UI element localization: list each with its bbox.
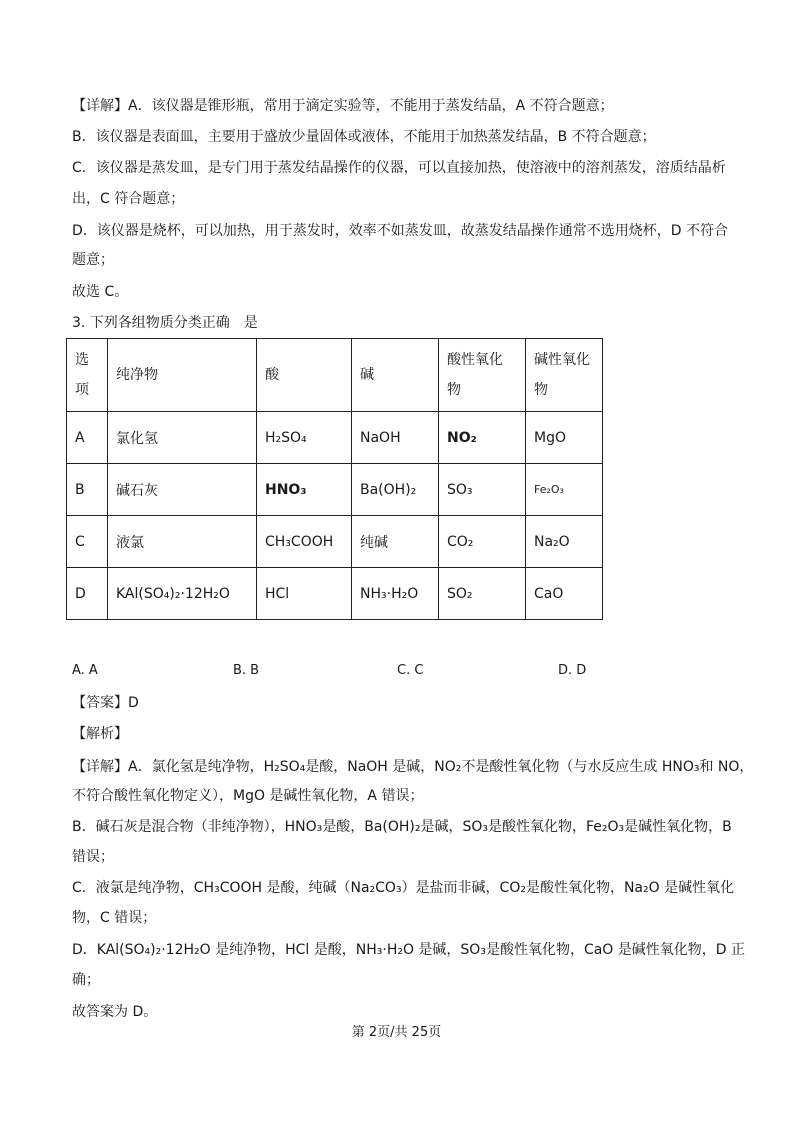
cell-basic-oxide: Na₂O — [526, 516, 603, 568]
cell-acidic-oxide: NO₂ — [439, 412, 526, 464]
cell-pure: 氯化氢 — [108, 412, 257, 464]
detail-line-1: 【详解】A．氯化氢是纯净物，H₂SO₄是酸，NaOH 是碱，NO₂不是酸性氧化物（与水反应生成 HNO₃和 NO， — [72, 759, 754, 775]
header-basic-oxide: 碱性氧化 物 — [526, 339, 603, 412]
table-row — [67, 568, 603, 620]
prev-detail-line-5: D．该仪器是烧杯，可以加热，用于蒸发时，效率不如蒸发皿，故蒸发结晶操作通常不选用烧杯，D 不符合 — [72, 223, 729, 239]
header-acidic-oxide: 酸性氧化 物 — [439, 339, 526, 412]
prev-detail-line-4: 出，C 符合题意； — [72, 191, 185, 207]
header-acid: 酸 — [257, 339, 352, 412]
cell-acid: HCl — [257, 568, 352, 620]
prev-detail-line-3: C．该仪器是蒸发皿，是专门用于蒸发结晶操作的仪器，可以直接加热，使溶液中的溶剂蒸发，溶质结晶析 — [72, 160, 726, 176]
option-b: B. B — [233, 663, 260, 678]
header-option: 选 项 — [67, 339, 108, 412]
prev-detail-line-1: 【详解】A．该仪器是锥形瓶，常用于滴定实验等，不能用于蒸发结晶，A 不符合题意； — [72, 98, 614, 114]
detail-line-4: 错误； — [72, 849, 114, 865]
cell-acid: H₂SO₄ — [257, 412, 352, 464]
cell-option: D — [67, 568, 108, 620]
table-row — [67, 516, 603, 568]
question-stem: 3. 下列各组物质分类正确 是 — [72, 315, 258, 331]
analysis-label: 【解析】 — [72, 726, 128, 742]
table-row — [67, 464, 603, 516]
cell-base: NH₃·H₂O — [352, 568, 439, 620]
detail-line-7: D．KAl(SO₄)₂·12H₂O 是纯净物，HCl 是酸，NH₃·H₂O 是碱，SO₃是酸性氧化物，CaO 是碱性氧化物，D 正 — [72, 942, 745, 958]
cell-base: 纯碱 — [352, 516, 439, 568]
prev-detail-line-7: 故选 C。 — [72, 284, 129, 300]
detail-line-2: 不符合酸性氧化物定义），MgO 是碱性氧化物，A 错误； — [72, 788, 424, 804]
detail-line-3: B．碱石灰是混合物（非纯净物），HNO₃是酸，Ba(OH)₂是碱，SO₃是酸性氧化物，Fe₂O₃是碱性氧化物，B — [72, 819, 732, 835]
cell-option: A — [67, 412, 108, 464]
detail-line-9: 故答案为 D。 — [72, 1004, 158, 1020]
page-footer: 第 2页/共 25页 — [351, 1025, 442, 1040]
option-d: D. D — [558, 663, 587, 678]
cell-basic-oxide: Fe₂O₃ — [526, 464, 603, 516]
answer-options — [72, 663, 632, 683]
classification-table — [66, 338, 603, 620]
table-header-row — [67, 339, 603, 412]
cell-option: B — [67, 464, 108, 516]
answer: 【答案】D — [72, 695, 139, 711]
cell-pure: 液氯 — [108, 516, 257, 568]
cell-acidic-oxide: SO₃ — [439, 464, 526, 516]
cell-acidic-oxide: CO₂ — [439, 516, 526, 568]
cell-acid: HNO₃ — [257, 464, 352, 516]
cell-basic-oxide: MgO — [526, 412, 603, 464]
detail-line-6: 物，C 错误； — [72, 910, 157, 926]
prev-detail-line-2: B．该仪器是表面皿，主要用于盛放少量固体或液体，不能用于加热蒸发结晶，B 不符合题意； — [72, 129, 656, 145]
option-c: C. C — [397, 663, 424, 678]
option-a: A. A — [72, 663, 98, 678]
header-pure-substance: 纯净物 — [108, 339, 257, 412]
cell-base: Ba(OH)₂ — [352, 464, 439, 516]
detail-line-8: 确； — [72, 972, 100, 988]
cell-basic-oxide: CaO — [526, 568, 603, 620]
table-row — [67, 412, 603, 464]
cell-option: C — [67, 516, 108, 568]
cell-acid: CH₃COOH — [257, 516, 352, 568]
cell-pure: KAl(SO₄)₂·12H₂O — [108, 568, 257, 620]
cell-base: NaOH — [352, 412, 439, 464]
prev-detail-line-6: 题意； — [72, 252, 114, 268]
header-base: 碱 — [352, 339, 439, 412]
cell-acidic-oxide: SO₂ — [439, 568, 526, 620]
detail-line-5: C．液氯是纯净物，CH₃COOH 是酸，纯碱（Na₂CO₃）是盐而非碱，CO₂是酸性氧化物，Na₂O 是碱性氧化 — [72, 880, 735, 896]
cell-pure: 碱石灰 — [108, 464, 257, 516]
